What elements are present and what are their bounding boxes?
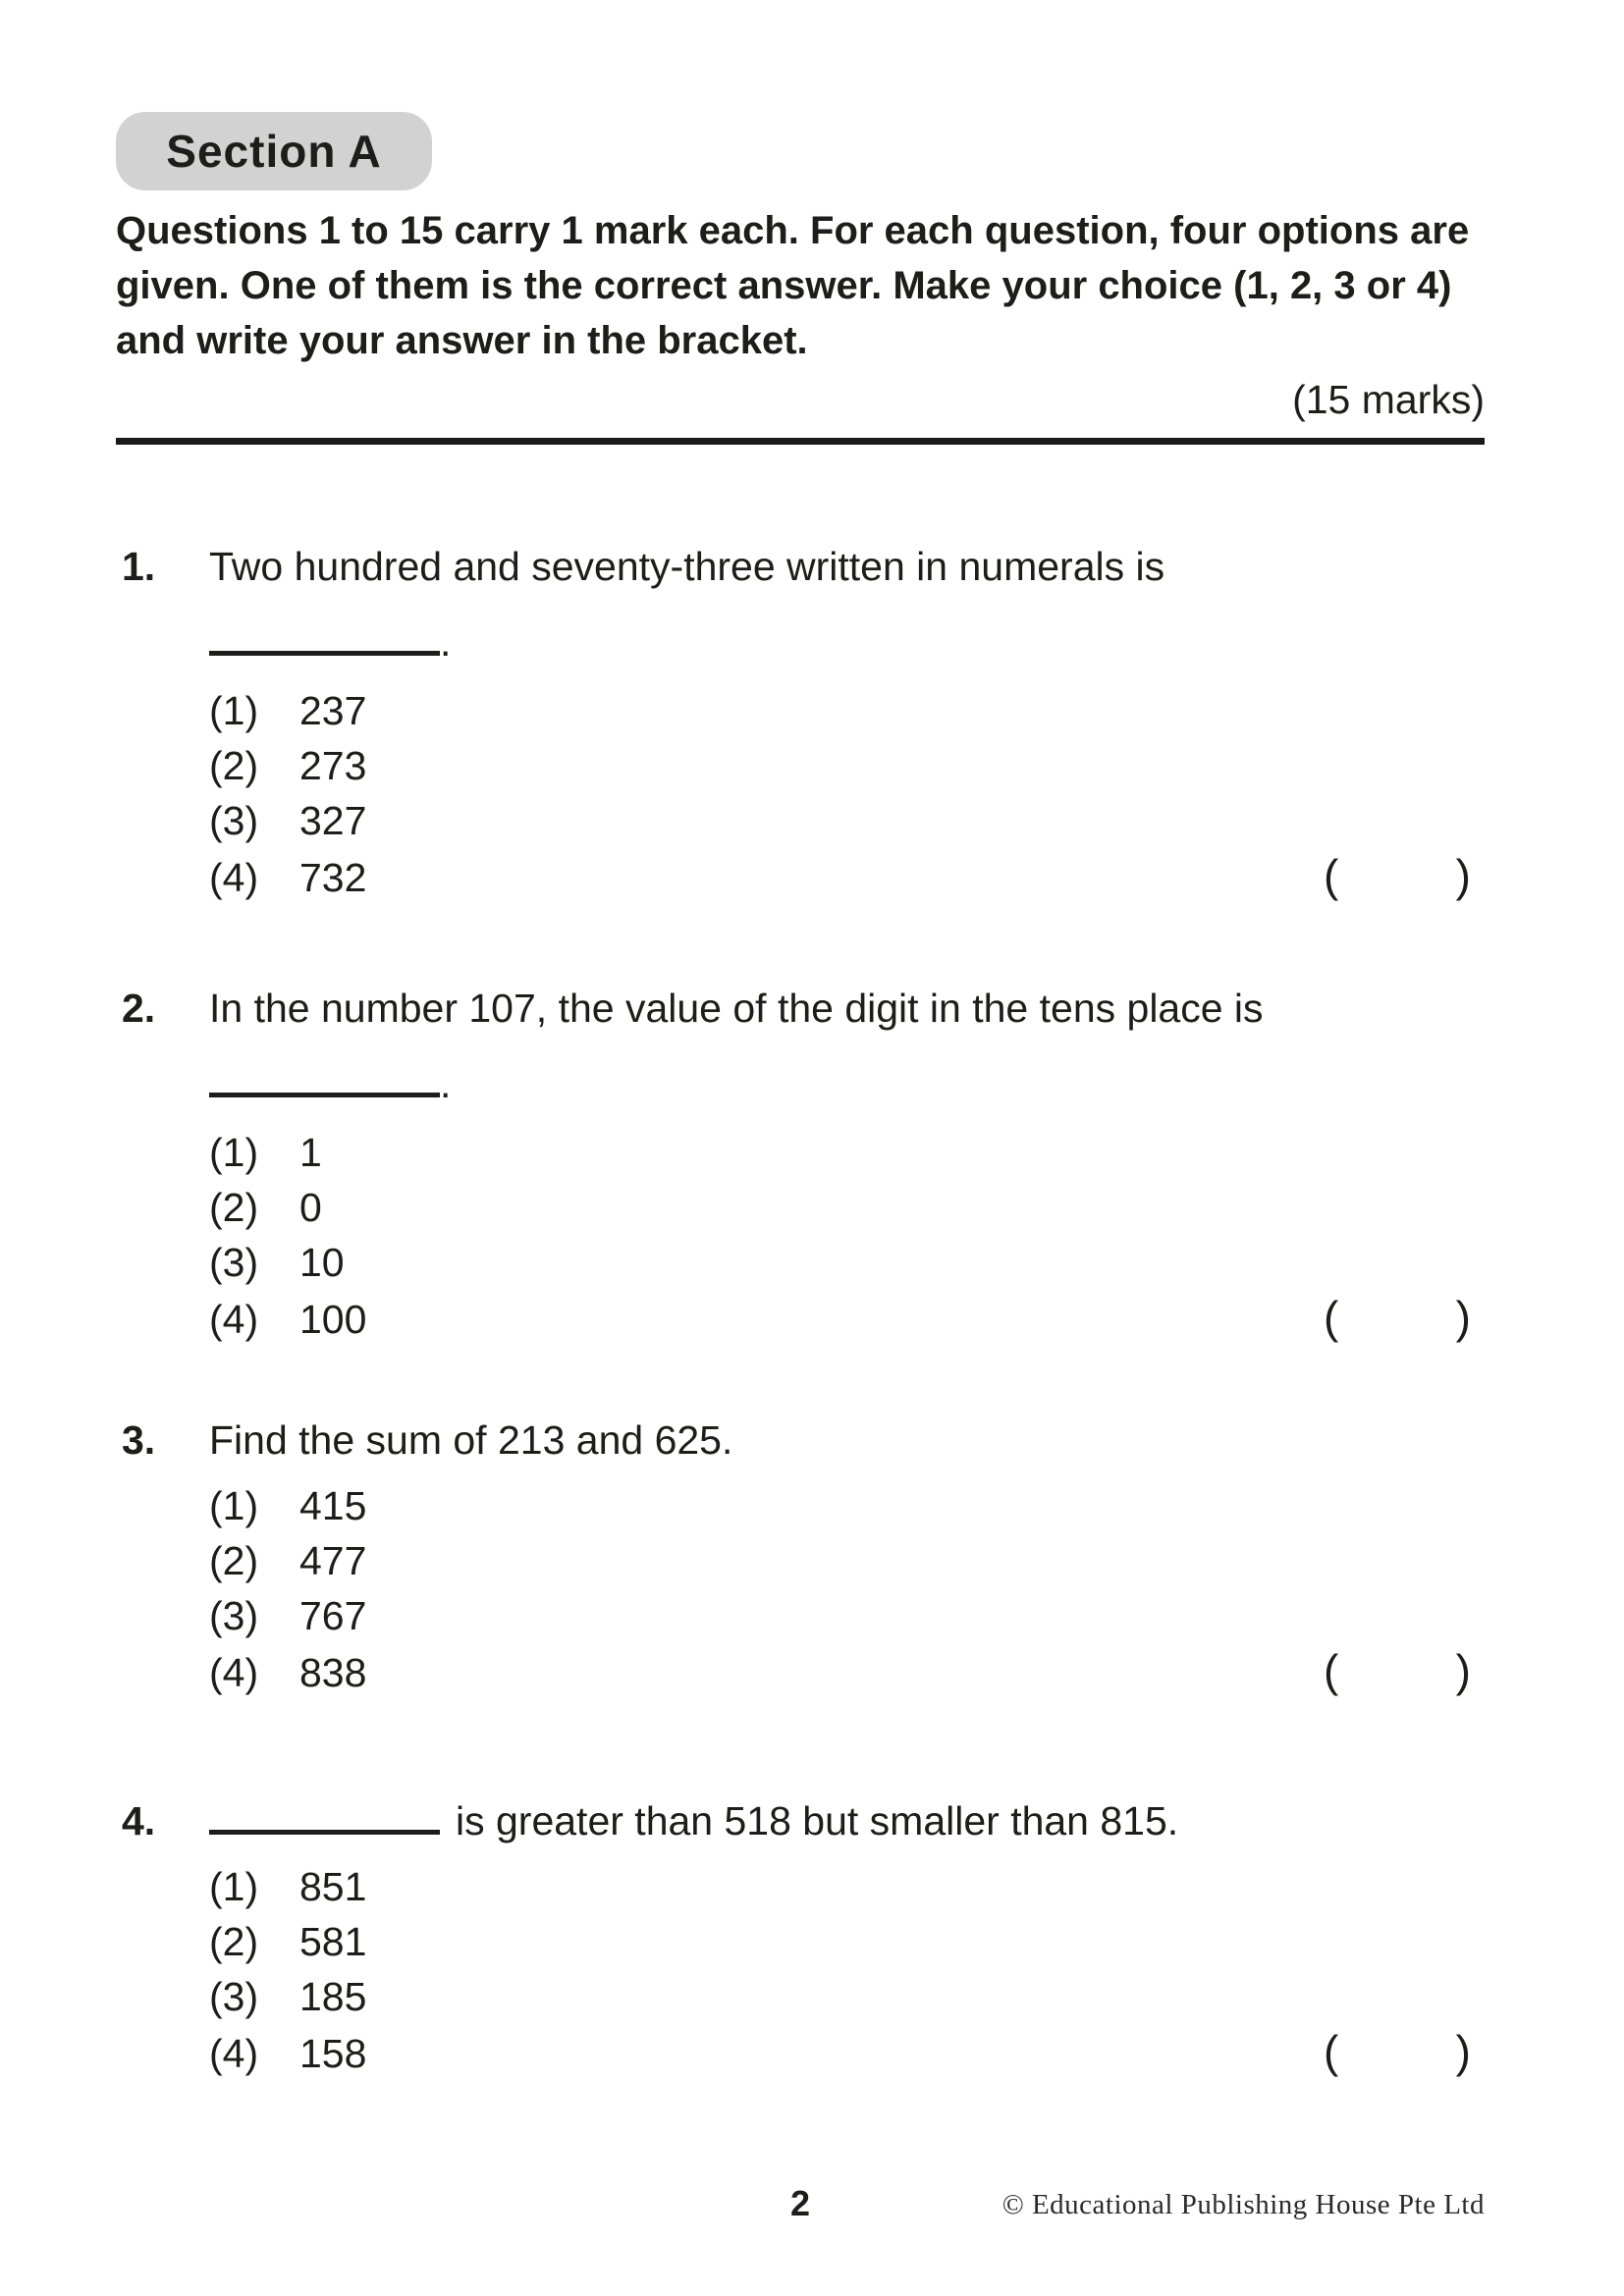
instructions-text: Questions 1 to 15 carry 1 mark each. For each question, four options are given. One of them is the correct answer. Make your choice (1, 2, 3 or 4) and write your answer in the bracket. <box>116 209 1470 362</box>
options-list <box>209 1125 1485 1345</box>
bracket-close-paren: ) <box>1455 2026 1471 2077</box>
bracket-close-paren: ) <box>1455 850 1471 901</box>
section-badge <box>116 112 432 190</box>
copyright-text: © Educational Publishing House Pte Ltd <box>1001 2189 1485 2220</box>
option-row <box>209 1533 1485 1588</box>
option-value: 581 <box>299 1919 367 1964</box>
options-list <box>209 1859 1485 2079</box>
question-3 <box>116 1415 1485 1698</box>
option-row <box>209 1859 1485 1914</box>
option-label: (2) <box>209 1538 259 1583</box>
option-label: (3) <box>209 1240 259 1285</box>
option-label: (3) <box>209 1593 259 1638</box>
question-1 <box>116 542 1485 903</box>
option-value: 851 <box>299 1864 367 1909</box>
marks-total: (15 marks) <box>1292 377 1485 422</box>
option-row <box>209 1478 1485 1533</box>
option-label: (1) <box>209 1864 259 1909</box>
option-row <box>209 1969 1485 2024</box>
option-value: 767 <box>299 1593 367 1638</box>
blank-suffix: . <box>440 1061 452 1106</box>
answer-blank-line <box>209 1061 1485 1106</box>
answer-blank <box>209 625 440 656</box>
option-label: (2) <box>209 1919 259 1964</box>
option-row <box>209 793 1485 848</box>
options-list <box>209 1478 1485 1698</box>
question-body <box>209 1796 1485 2079</box>
option-value: 185 <box>299 1974 367 2019</box>
section-divider-rule <box>116 438 1485 445</box>
option-row <box>209 1914 1485 1969</box>
option-label: (3) <box>209 798 259 843</box>
option-value: 158 <box>299 2031 367 2076</box>
bracket-open-paren: ( <box>1324 850 1339 901</box>
question-number: 3. <box>122 1417 156 1463</box>
answer-blank <box>209 1804 440 1835</box>
answer-bracket <box>1324 2024 1485 2079</box>
question-body <box>209 984 1485 1345</box>
option-label: (2) <box>209 743 259 788</box>
option-row <box>209 1290 1485 1345</box>
section-badge-label: Section A <box>166 126 382 177</box>
answer-blank-line <box>209 619 1485 665</box>
option-value: 100 <box>299 1297 367 1342</box>
option-value: 732 <box>299 855 367 900</box>
question-text: In the number 107, the value of the digit in the tens place is <box>209 986 1264 1031</box>
option-row <box>209 1643 1485 1698</box>
option-value: 10 <box>299 1240 345 1285</box>
page-footer <box>116 2183 1485 2242</box>
question-body <box>209 1415 1485 1698</box>
question-text-after-blank: is greater than 518 but smaller than 815. <box>456 1798 1179 1843</box>
option-label: (4) <box>209 1650 259 1695</box>
option-row <box>209 1125 1485 1180</box>
option-value: 838 <box>299 1650 367 1695</box>
option-label: (3) <box>209 1974 259 2019</box>
option-row <box>209 848 1485 903</box>
option-row <box>209 1180 1485 1235</box>
answer-bracket <box>1324 1290 1485 1345</box>
option-row <box>209 683 1485 738</box>
option-label: (4) <box>209 2031 259 2076</box>
option-label: (1) <box>209 688 259 733</box>
answer-bracket <box>1324 848 1485 903</box>
answer-bracket <box>1324 1643 1485 1698</box>
option-label: (1) <box>209 1483 259 1528</box>
bracket-open-paren: ( <box>1324 1645 1339 1696</box>
option-value: 237 <box>299 688 367 733</box>
question-text: Two hundred and seventy-three written in numerals is <box>209 544 1165 589</box>
blank-suffix: . <box>440 619 452 665</box>
answer-blank <box>209 1067 440 1097</box>
option-label: (2) <box>209 1185 259 1230</box>
option-label: (4) <box>209 1297 259 1342</box>
question-body <box>209 542 1485 903</box>
option-value: 477 <box>299 1538 367 1583</box>
option-label: (1) <box>209 1130 259 1175</box>
question-number: 1. <box>122 544 156 589</box>
question-number: 4. <box>122 1798 156 1843</box>
option-row <box>209 1235 1485 1290</box>
question-2 <box>116 984 1485 1345</box>
option-row <box>209 738 1485 793</box>
option-value: 1 <box>299 1130 322 1175</box>
bracket-close-paren: ) <box>1455 1292 1471 1343</box>
page-number: 2 <box>789 2183 811 2223</box>
option-value: 273 <box>299 743 367 788</box>
question-text <box>209 1796 1485 1845</box>
question-number: 2. <box>122 986 156 1031</box>
option-value: 415 <box>299 1483 367 1528</box>
question-text: Find the sum of 213 and 625. <box>209 1417 733 1463</box>
option-value: 327 <box>299 798 367 843</box>
bracket-open-paren: ( <box>1324 1292 1339 1343</box>
option-label: (4) <box>209 855 259 900</box>
bracket-close-paren: ) <box>1455 1645 1471 1696</box>
option-row <box>209 2024 1485 2079</box>
options-list <box>209 683 1485 903</box>
option-row <box>209 1588 1485 1643</box>
option-value: 0 <box>299 1185 322 1230</box>
bracket-open-paren: ( <box>1324 2026 1339 2077</box>
question-4 <box>116 1796 1485 2079</box>
